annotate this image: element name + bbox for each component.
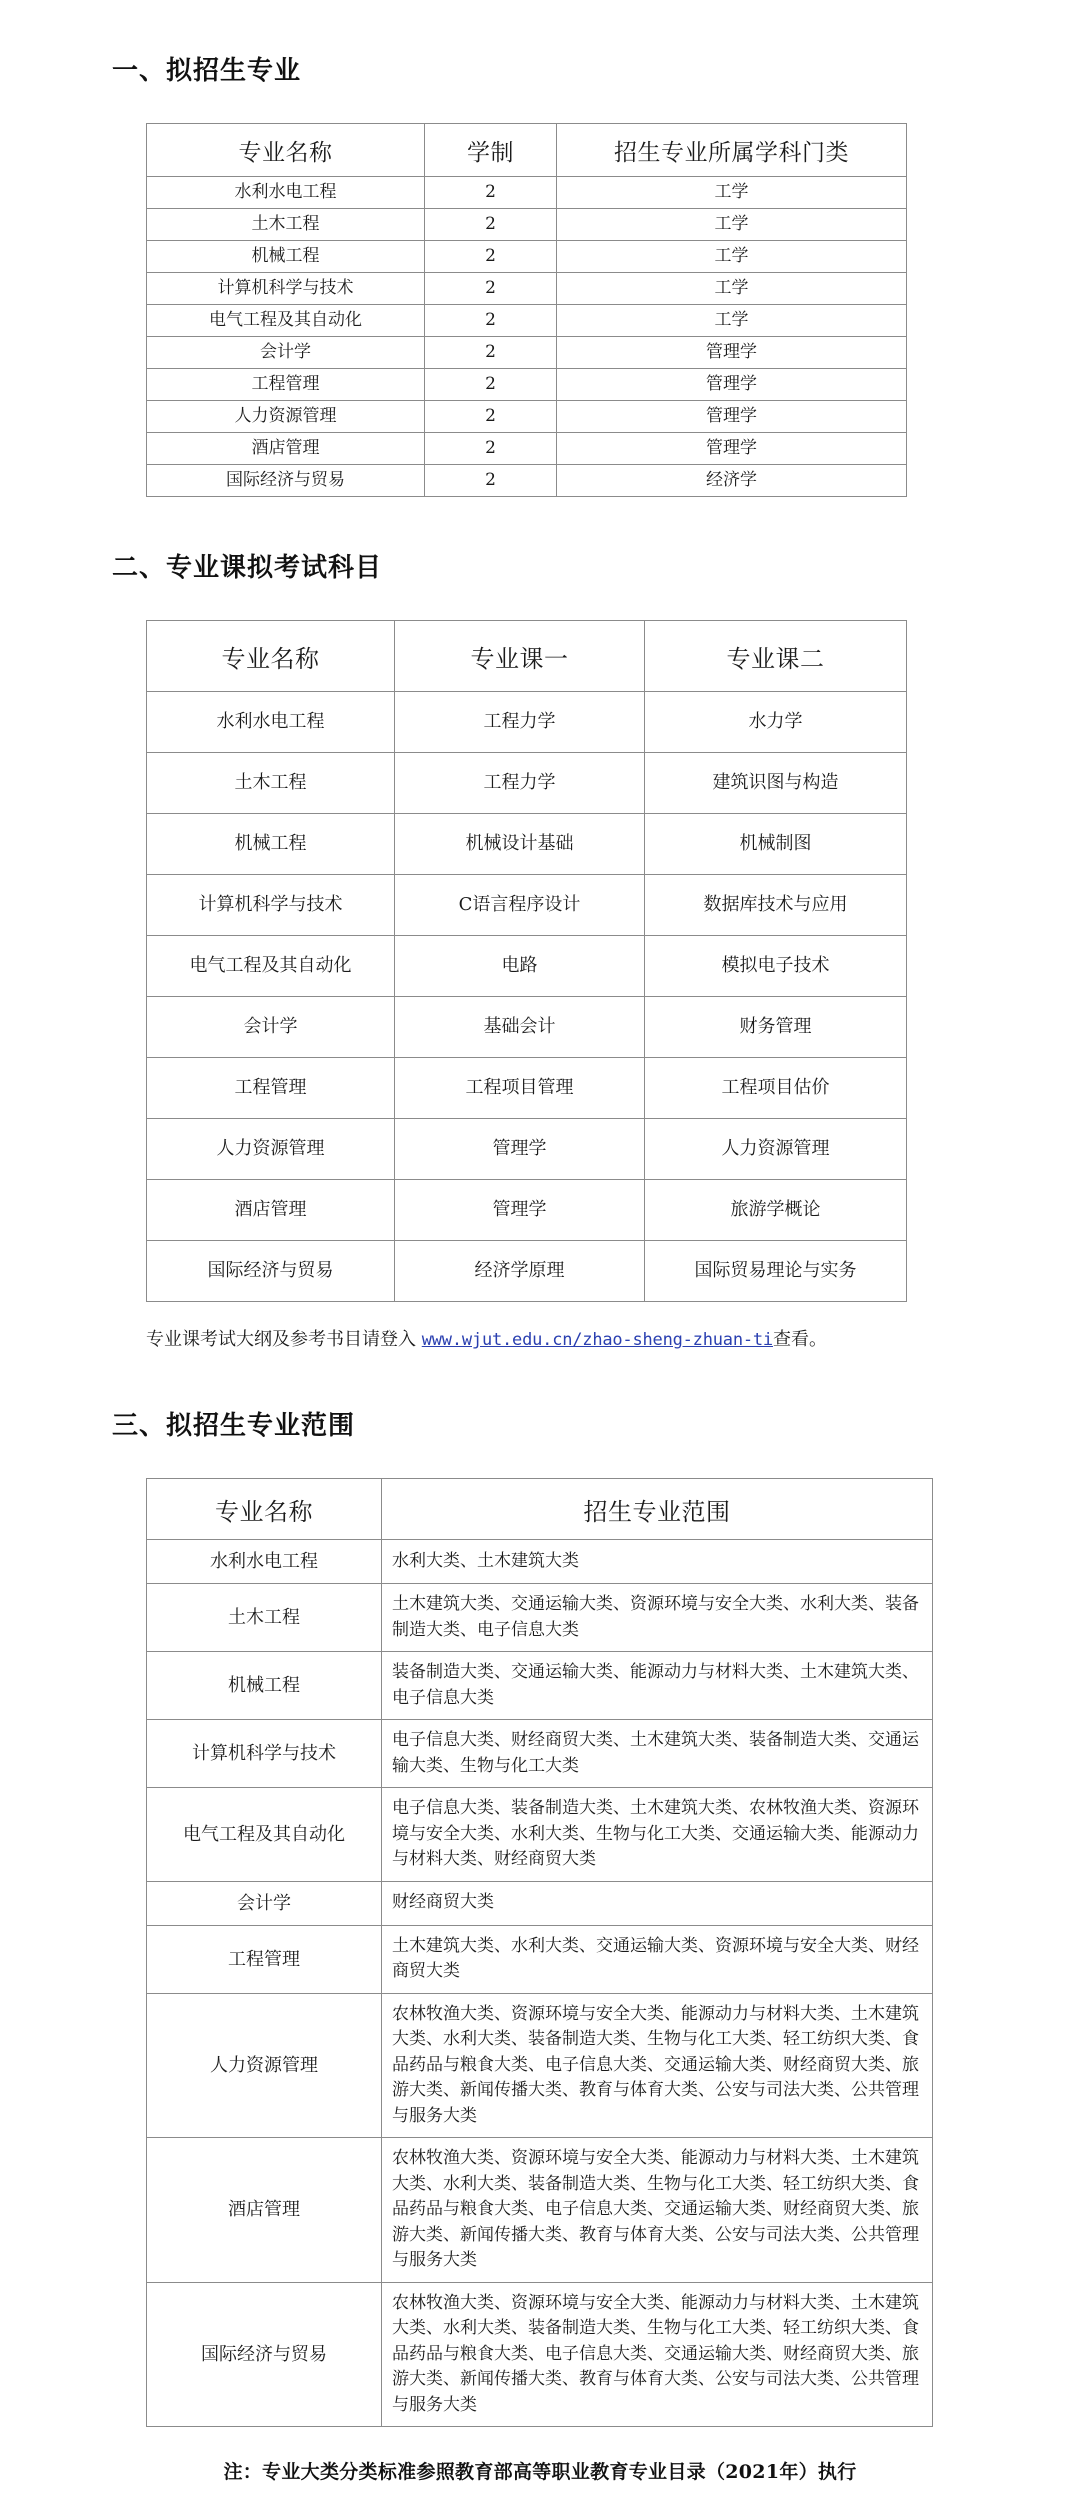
admissions-website-link[interactable]: www.wjut.edu.cn/zhao-sheng-zhuan-ti — [421, 1330, 773, 1351]
table-row — [147, 814, 907, 875]
scope-table — [146, 1478, 933, 2427]
cell-scope: 水利大类、土木建筑大类 — [382, 1540, 933, 1584]
cell-duration: 2 — [425, 369, 557, 401]
cell-subject-one: 电路 — [395, 936, 645, 997]
cell-subject-two: 模拟电子技术 — [645, 936, 907, 997]
cell-major-name: 计算机科学与技术 — [147, 273, 425, 305]
table-row — [147, 1058, 907, 1119]
scope-table-head — [147, 1479, 933, 1540]
table-row — [147, 1119, 907, 1180]
exam-subjects-table-head — [147, 621, 907, 692]
table-header-row — [147, 621, 907, 692]
cell-discipline: 工学 — [557, 209, 907, 241]
cell-subject-two: 工程项目估价 — [645, 1058, 907, 1119]
cell-subject-two: 机械制图 — [645, 814, 907, 875]
cell-subject-one: 机械设计基础 — [395, 814, 645, 875]
cell-duration: 2 — [425, 337, 557, 369]
cell-major-name: 人力资源管理 — [147, 401, 425, 433]
cell-major-name: 水利水电工程 — [147, 177, 425, 209]
table-row — [147, 337, 907, 369]
table-row — [147, 997, 907, 1058]
cell-subject-two: 数据库技术与应用 — [645, 875, 907, 936]
cell-discipline: 工学 — [557, 305, 907, 337]
syllabus-note-suffix: 查看。 — [772, 1329, 827, 1351]
cell-duration: 2 — [425, 433, 557, 465]
table-row — [147, 433, 907, 465]
table-row — [147, 1540, 933, 1584]
column-header-discipline: 招生专业所属学科门类 — [557, 124, 907, 177]
cell-discipline: 管理学 — [557, 433, 907, 465]
cell-discipline: 经济学 — [557, 465, 907, 497]
cell-major-name: 国际经济与贸易 — [147, 1241, 395, 1302]
column-header-scope: 招生专业范围 — [382, 1479, 933, 1540]
cell-scope: 财经商贸大类 — [382, 1881, 933, 1925]
cell-subject-one: 经济学原理 — [395, 1241, 645, 1302]
cell-subject-one: C语言程序设计 — [395, 875, 645, 936]
footer-note: 注：专业大类分类标准参照教育部高等职业教育专业目录（2021年）执行 — [223, 2461, 857, 2484]
cell-duration: 2 — [425, 273, 557, 305]
cell-major-name: 工程管理 — [147, 1925, 382, 1993]
table-row — [147, 1584, 933, 1652]
majors-table — [146, 123, 907, 497]
cell-major-name: 计算机科学与技术 — [147, 875, 395, 936]
cell-scope: 电子信息大类、装备制造大类、土木建筑大类、农林牧渔大类、资源环境与安全大类、水利大类、生物与化工大类、交通运输大类、能源动力与材料大类、财经商贸大类 — [382, 1788, 933, 1882]
cell-subject-two: 建筑识图与构造 — [645, 753, 907, 814]
cell-subject-two: 人力资源管理 — [645, 1119, 907, 1180]
table-header-row — [147, 1479, 933, 1540]
column-header-major-name: 专业名称 — [147, 124, 425, 177]
cell-major-name: 会计学 — [147, 337, 425, 369]
cell-scope: 土木建筑大类、水利大类、交通运输大类、资源环境与安全大类、财经商贸大类 — [382, 1925, 933, 1993]
majors-table-wrapper — [146, 123, 984, 497]
cell-discipline: 工学 — [557, 273, 907, 305]
cell-major-name: 工程管理 — [147, 369, 425, 401]
cell-duration: 2 — [425, 401, 557, 433]
cell-major-name: 会计学 — [147, 1881, 382, 1925]
table-row — [147, 1881, 933, 1925]
scope-table-wrapper — [146, 1478, 984, 2427]
table-row — [147, 241, 907, 273]
cell-duration: 2 — [425, 465, 557, 497]
column-header-subject-one: 专业课一 — [395, 621, 645, 692]
cell-major-name: 人力资源管理 — [147, 1993, 382, 2138]
scope-table-body — [147, 1540, 933, 2427]
table-row — [147, 1652, 933, 1720]
column-header-major-name: 专业名称 — [147, 621, 395, 692]
cell-duration: 2 — [425, 177, 557, 209]
cell-major-name: 人力资源管理 — [147, 1119, 395, 1180]
cell-major-name: 机械工程 — [147, 241, 425, 273]
table-row — [147, 305, 907, 337]
cell-scope: 电子信息大类、财经商贸大类、土木建筑大类、装备制造大类、交通运输大类、生物与化工大类 — [382, 1720, 933, 1788]
cell-major-name: 土木工程 — [147, 209, 425, 241]
cell-subject-two: 旅游学概论 — [645, 1180, 907, 1241]
cell-scope: 土木建筑大类、交通运输大类、资源环境与安全大类、水利大类、装备制造大类、电子信息大类 — [382, 1584, 933, 1652]
table-row — [147, 1788, 933, 1882]
cell-major-name: 电气工程及其自动化 — [147, 1788, 382, 1882]
column-header-duration: 学制 — [425, 124, 557, 177]
cell-scope: 农林牧渔大类、资源环境与安全大类、能源动力与材料大类、土木建筑大类、水利大类、装备制造大类、生物与化工大类、轻工纺织大类、食品药品与粮食大类、电子信息大类、交通运输大类、财经商贸大类、旅游大类、新闻传播大类、教育与体育大类、公安与司法大类、公共管理与服务大类 — [382, 2138, 933, 2283]
cell-major-name: 机械工程 — [147, 1652, 382, 1720]
table-row — [147, 1241, 907, 1302]
majors-table-head — [147, 124, 907, 177]
table-row — [147, 1993, 933, 2138]
cell-subject-two: 水力学 — [645, 692, 907, 753]
cell-major-name: 酒店管理 — [147, 1180, 395, 1241]
cell-scope: 装备制造大类、交通运输大类、能源动力与材料大类、土木建筑大类、电子信息大类 — [382, 1652, 933, 1720]
table-row — [147, 401, 907, 433]
cell-major-name: 计算机科学与技术 — [147, 1720, 382, 1788]
exam-subjects-table — [146, 620, 907, 1302]
cell-subject-one: 基础会计 — [395, 997, 645, 1058]
table-row — [147, 1925, 933, 1993]
majors-table-body — [147, 177, 907, 497]
cell-subject-two: 财务管理 — [645, 997, 907, 1058]
table-row — [147, 177, 907, 209]
table-row — [147, 2138, 933, 2283]
cell-major-name: 土木工程 — [147, 1584, 382, 1652]
cell-subject-one: 工程力学 — [395, 753, 645, 814]
cell-discipline: 管理学 — [557, 369, 907, 401]
table-row — [147, 465, 907, 497]
cell-discipline: 管理学 — [557, 401, 907, 433]
cell-major-name: 电气工程及其自动化 — [147, 936, 395, 997]
cell-major-name: 土木工程 — [147, 753, 395, 814]
table-row — [147, 1720, 933, 1788]
column-header-major-name: 专业名称 — [147, 1479, 382, 1540]
syllabus-note-prefix: 专业课考试大纲及参考书目请登入 — [146, 1329, 422, 1351]
syllabus-note — [146, 1326, 936, 1355]
cell-subject-one: 工程项目管理 — [395, 1058, 645, 1119]
cell-discipline: 工学 — [557, 177, 907, 209]
cell-major-name: 机械工程 — [147, 814, 395, 875]
cell-major-name: 酒店管理 — [147, 2138, 382, 2283]
column-header-subject-two: 专业课二 — [645, 621, 907, 692]
exam-subjects-table-body — [147, 692, 907, 1302]
table-row — [147, 875, 907, 936]
cell-major-name: 水利水电工程 — [147, 692, 395, 753]
cell-duration: 2 — [425, 241, 557, 273]
table-row — [147, 692, 907, 753]
section-heading-1: 一、拟招生专业 — [112, 56, 302, 86]
table-row — [147, 1180, 907, 1241]
cell-subject-two: 国际贸易理论与实务 — [645, 1241, 907, 1302]
cell-subject-one: 管理学 — [395, 1119, 645, 1180]
cell-subject-one: 管理学 — [395, 1180, 645, 1241]
cell-major-name: 水利水电工程 — [147, 1540, 382, 1584]
cell-scope: 农林牧渔大类、资源环境与安全大类、能源动力与材料大类、土木建筑大类、水利大类、装备制造大类、生物与化工大类、轻工纺织大类、食品药品与粮食大类、电子信息大类、交通运输大类、财经商贸大类、旅游大类、新闻传播大类、教育与体育大类、公安与司法大类、公共管理与服务大类 — [382, 1993, 933, 2138]
cell-duration: 2 — [425, 305, 557, 337]
cell-major-name: 国际经济与贸易 — [147, 2282, 382, 2427]
cell-major-name: 国际经济与贸易 — [147, 465, 425, 497]
section-heading-3: 三、拟招生专业范围 — [112, 1410, 356, 1441]
table-row — [147, 2282, 933, 2427]
cell-major-name: 电气工程及其自动化 — [147, 305, 425, 337]
table-row — [147, 369, 907, 401]
table-row — [147, 273, 907, 305]
table-row — [147, 753, 907, 814]
table-row — [147, 209, 907, 241]
table-row — [147, 936, 907, 997]
section-heading-2: 二、专业课拟考试科目 — [112, 553, 383, 584]
cell-major-name: 工程管理 — [147, 1058, 395, 1119]
exam-subjects-table-wrapper — [146, 620, 984, 1302]
cell-discipline: 工学 — [557, 241, 907, 273]
cell-subject-one: 工程力学 — [395, 692, 645, 753]
cell-duration: 2 — [425, 209, 557, 241]
cell-major-name: 酒店管理 — [147, 433, 425, 465]
cell-major-name: 会计学 — [147, 997, 395, 1058]
cell-discipline: 管理学 — [557, 337, 907, 369]
cell-scope: 农林牧渔大类、资源环境与安全大类、能源动力与材料大类、土木建筑大类、水利大类、装备制造大类、生物与化工大类、轻工纺织大类、食品药品与粮食大类、电子信息大类、交通运输大类、财经商贸大类、旅游大类、新闻传播大类、教育与体育大类、公安与司法大类、公共管理与服务大类 — [382, 2282, 933, 2427]
table-header-row — [147, 124, 907, 177]
